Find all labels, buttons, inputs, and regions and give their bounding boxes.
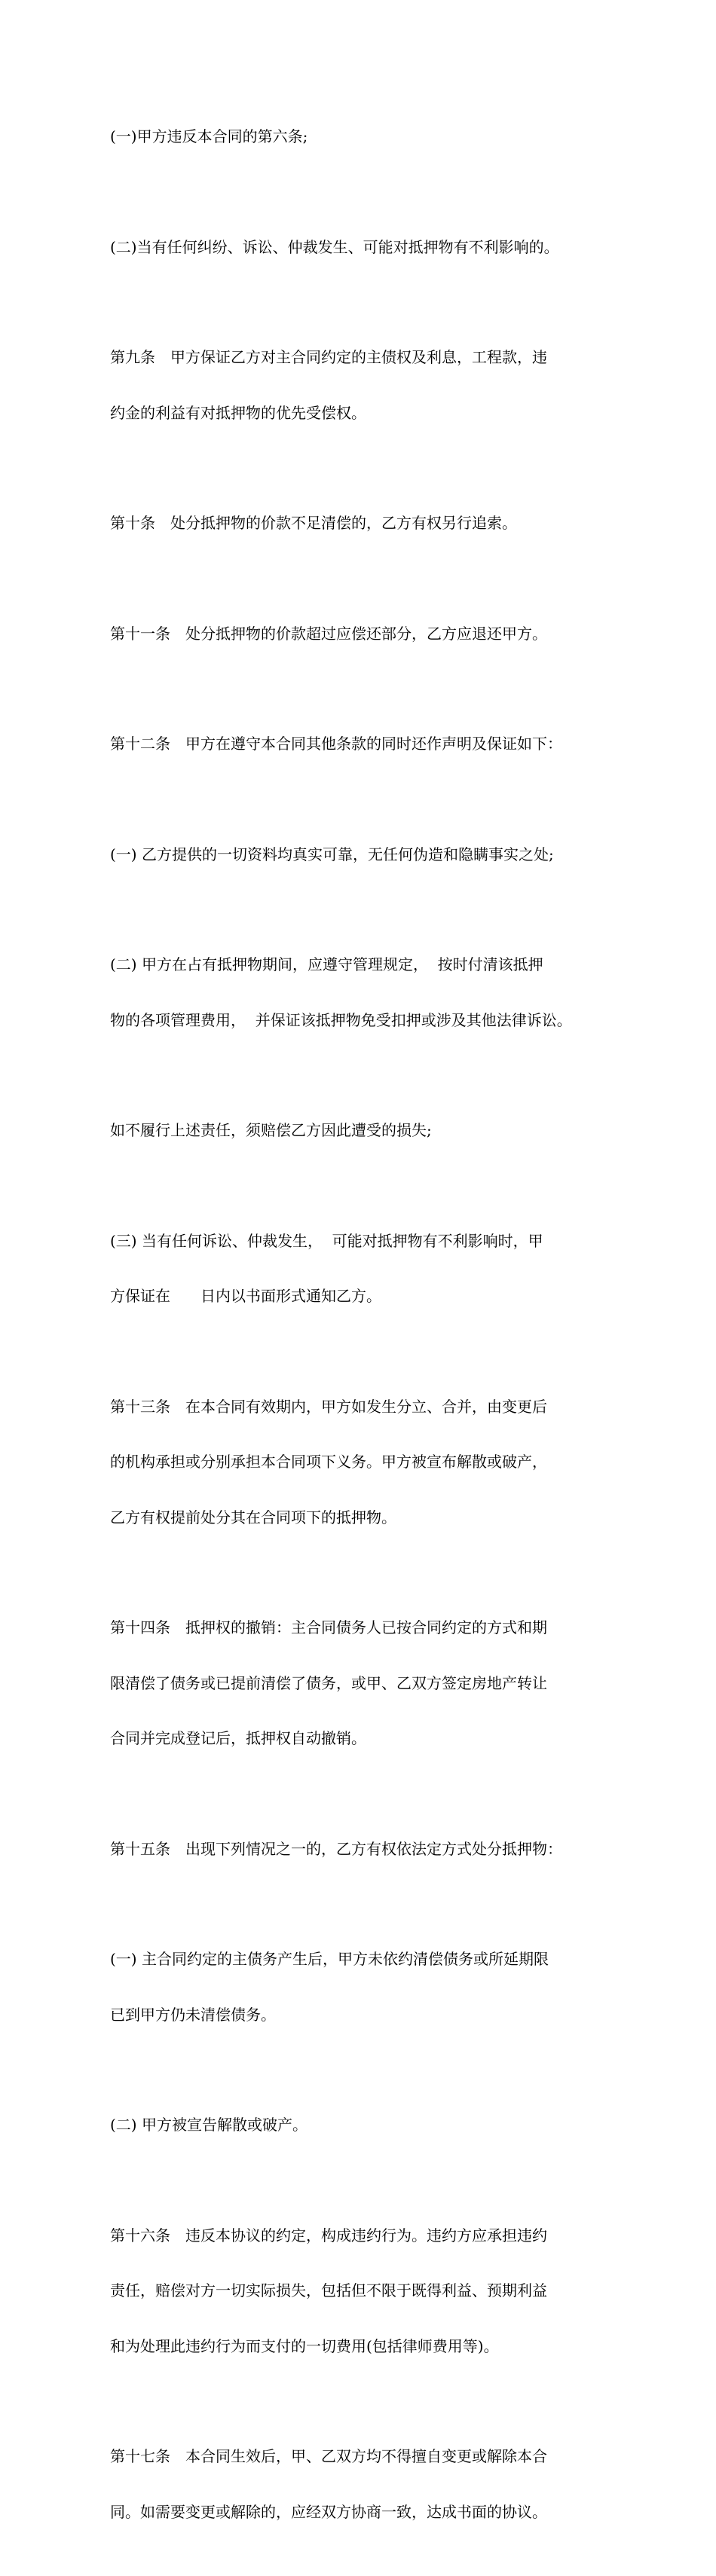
article-12-item-1 — [110, 808, 623, 901]
text-line: 第十六条 违反本协议的约定，构成违约行为。违约方应承担违约 — [110, 2226, 547, 2244]
text-line: 物的各项管理费用， 并保证该抵押物免受扣押或涉及其他法律诉讼。 — [110, 1010, 572, 1029]
article-15 — [110, 1803, 623, 1896]
text-line: 第十四条 抵押权的撤销：主合同债务人已按合同约定的方式和期 — [110, 1618, 547, 1636]
article-15-item-1 — [110, 1913, 623, 2061]
text-line: 第十二条 甲方在遵守本合同其他条款的同时还作声明及保证如下： — [110, 735, 562, 753]
text-line: 第十条 处分抵押物的价款不足清偿的，乙方有权另行追索。 — [110, 514, 517, 532]
article-15-item-2 — [110, 2079, 623, 2171]
clause-item-1 — [110, 90, 623, 183]
text-line: (二) 甲方被宣告解散或破产。 — [110, 2116, 308, 2134]
text-line: 第九条 甲方保证乙方对主合同约定的主债权及利息，工程款，违 — [110, 348, 547, 366]
article-14 — [110, 1581, 623, 1785]
article-12 — [110, 698, 623, 790]
article-10 — [110, 477, 623, 570]
text-line: 乙方有权提前处分其在合同项下的抵押物。 — [110, 1508, 396, 1526]
text-line: 同。如需要变更或解除的，应经双方协商一致，达成书面的协议。 — [110, 2502, 547, 2521]
article-12-item-3 — [110, 1195, 623, 1343]
text-line: (二)当有任何纠纷、诉讼、仲裁发生、可能对抵押物有不利影响的。 — [110, 237, 559, 256]
text-line: 的机构承担或分别承担本合同项下义务。甲方被宣布解散或破产， — [110, 1453, 547, 1471]
text-line: (一) 乙方提供的一切资料均真实可靠，无任何伪造和隐瞒事实之处; — [110, 845, 554, 863]
article-12-item-2 — [110, 918, 623, 1066]
article-17 — [110, 2410, 623, 2558]
text-line: 和为处理此违约行为而支付的一切费用(包括律师费用等)。 — [110, 2336, 499, 2355]
text-line: 如不履行上述责任，须赔偿乙方因此遭受的损失; — [110, 1121, 432, 1139]
text-line: 第十五条 出现下列情况之一的，乙方有权依法定方式处分抵押物： — [110, 1839, 562, 1858]
text-line: 第十一条 处分抵押物的价款超过应偿还部分，乙方应退还甲方。 — [110, 624, 547, 643]
article-11 — [110, 588, 623, 680]
article-16 — [110, 2189, 623, 2393]
article-12-liability — [110, 1084, 623, 1177]
text-line: (一)甲方违反本合同的第六条; — [110, 127, 308, 145]
text-line: (一) 主合同约定的主债务产生后，甲方未依约清偿债务或所延期限 — [110, 1950, 549, 1968]
article-9 — [110, 311, 623, 459]
text-line: 限清偿了债务或已提前清偿了债务，或甲、乙双方签定房地产转让 — [110, 1673, 547, 1692]
text-line: 已到甲方仍未清偿债务。 — [110, 2005, 276, 2024]
text-line: 合同并完成登记后，抵押权自动撤销。 — [110, 1729, 366, 1747]
text-line: (二) 甲方在占有抵押物期间，应遵守管理规定， 按时付清该抵押 — [110, 955, 543, 973]
article-13 — [110, 1361, 623, 1564]
text-line: 方保证在 日内以书面形式通知乙方。 — [110, 1287, 381, 1305]
text-line: (三) 当有任何诉讼、仲裁发生， 可能对抵押物有不利影响时，甲 — [110, 1231, 543, 1250]
clause-item-2 — [110, 201, 623, 294]
text-line: 责任，赔偿对方一切实际损失，包括但不限于既得利益、预期利益 — [110, 2281, 547, 2299]
text-line: 约金的利益有对抵押物的优先受偿权。 — [110, 403, 366, 422]
text-line: 第十七条 本合同生效后，甲、乙双方均不得擅自变更或解除本合 — [110, 2447, 547, 2465]
document-page — [110, 90, 623, 2576]
text-line: 第十三条 在本合同有效期内，甲方如发生分立、合并，由变更后 — [110, 1397, 547, 1416]
